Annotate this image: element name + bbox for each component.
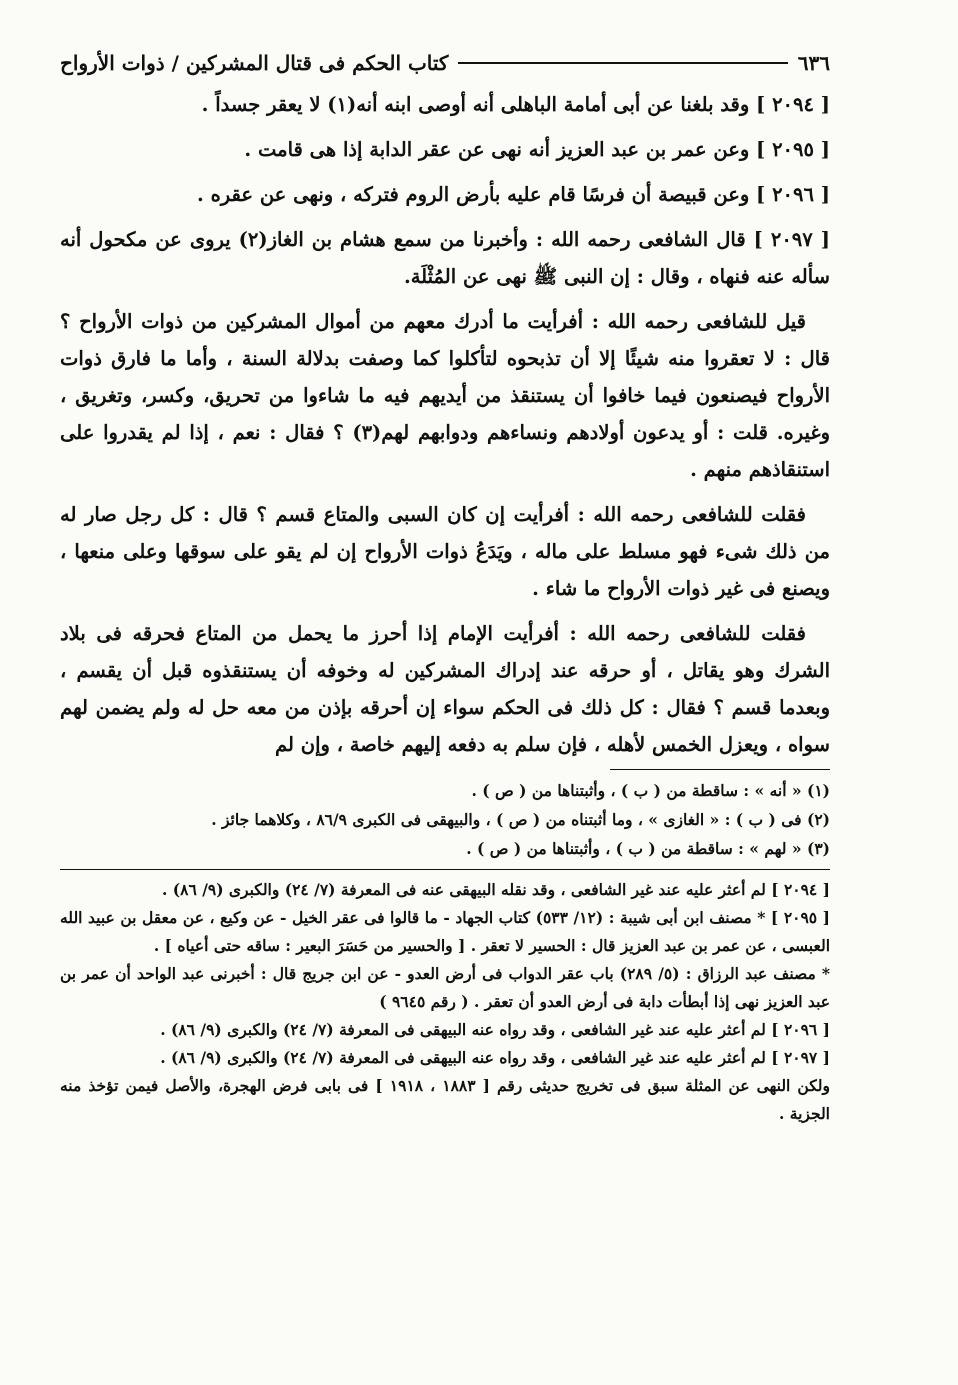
- page-number: ٦٣٦: [797, 51, 830, 75]
- footnote-2: (٢) فى ( ب ) : « الغازى » ، وما أثبتناه من ( ص ) ، والبيهقى فى الكبرى ٨٦/٩ ، وكلاهما جائز .: [211, 810, 830, 829]
- takhrij-note: ولكن النهى عن المثلة سبق فى تخريج حديثى رقم [ ١٨٨٣ ، ١٩١٨ ] فى بابى فرض الهجرة، والأصل فيمن تؤخذ منه الجزية .: [60, 1076, 830, 1123]
- paragraph-2094: [ ٢٠٩٤ ] وقد بلغنا عن أبى أمامة الباهلى أنه أوصى ابنه أنه(١) لا يعقر جسداً .: [201, 93, 830, 116]
- paragraph-2097: [ ٢٠٩٧ ] قال الشافعى رحمه الله : وأخبرنا من سمع هشام بن الغاز(٢) يروى عن مكحول أنه سأله عنه فنهاه ، وقال : إن النبى ﷺ نهى عن المُثْلَة.: [60, 228, 830, 288]
- page-header: [60, 48, 830, 78]
- takhrij-2095: [ ٢٠٩٥ ] * مصنف ابن أبى شيبة : (١٢/ ٥٣٣) كتاب الجهاد - ما قالوا فى عقر الخيل - عن وكيع ، عن معقل بن عبيد الله العبسى ، عن عمر بن عبد العزيز قال : الحسير لا تعقر . [ والحسير من حَسَرَ البعير : ساقه حتى أعياه ] .: [60, 908, 831, 955]
- paragraph-question-2: فقلت للشافعى رحمه الله : أفرأيت إن كان السبى والمتاع قسم ؟ قال : كل رجل صار له من ذلك شىء فهو مسلط على ماله ، ويَدَعُ ذوات الأرواح إن لم يقو على سوقها وعلى منعها ، ويصنع فى غير ذوات الأرواح ما شاء .: [60, 503, 830, 600]
- takhrij-2095-abdulrazzaq: * مصنف عبد الرزاق : (٥/ ٢٨٩) باب عقر الدواب فى أرض العدو - عن ابن جريج قال : أخبرنى عبد الواحد أن عمر بن عبد العزيز نهى إذا أبطأت دابة فى أرض العدو أن تعقر . ( رقم ٩٦٤٥ ): [60, 964, 831, 1011]
- footnote-3: (٣) « لهم » : ساقطة من ( ب ) ، وأثبتناها من ( ص ) .: [466, 839, 830, 858]
- takhrij-separator: [60, 869, 830, 870]
- takhrij-2096: [ ٢٠٩٦ ] لم أعثر عليه عند غير الشافعى ، وقد رواه عنه البيهقى فى المعرفة (٧/ ٢٤) والكبرى (٩/ ٨٦) .: [160, 1020, 830, 1039]
- footnote-separator: [610, 769, 830, 770]
- running-title: كتاب الحكم فى قتال المشركين / ذوات الأرواح: [60, 51, 449, 75]
- footnote-1: (١) « أنه » : ساقطة من ( ب ) ، وأثبتناها من ( ص ) .: [471, 781, 830, 800]
- paragraph-2096: [ ٢٠٩٦ ] وعن قبيصة أن فرسًا قام عليه بأرض الروم فتركه ، ونهى عن عقره .: [197, 183, 830, 206]
- header-rule: [458, 62, 787, 64]
- paragraph-2095: [ ٢٠٩٥ ] وعن عمر بن عبد العزيز أنه نهى عن عقر الدابة إذا هى قامت .: [244, 138, 830, 161]
- takhrij-2094: [ ٢٠٩٤ ] لم أعثر عليه عند غير الشافعى ، وقد نقله البيهقى عنه فى المعرفة (٧/ ٢٤) والكبرى (٩/ ٨٦) .: [162, 880, 830, 899]
- paragraph-question-1: قيل للشافعى رحمه الله : أفرأيت ما أدرك معهم من أموال المشركين من ذوات الأرواح ؟ قال : لا تعقروا منه شيئًا إلا أن تذبحوه لتأكلوا كما وصفت بدلالة السنة ، وأما ما فارق ذوات الأرواح فيصنعون فيما خافوا أن يستنقذ من أيديهم فيه ما شاءوا من تحريق، وكسر، وتغريق ، وغيره. قلت : أو يدعون أولادهم ونساءهم ودوابهم لهم(٣) ؟ فقال : نعم ، إذا لم يقدروا على استنقاذهم منهم .: [60, 310, 830, 481]
- paragraph-question-3: فقلت للشافعى رحمه الله : أفرأيت الإمام إذا أحرز ما يحمل من المتاع فحرقه فى بلاد الشرك وهو يقاتل ، أو حرقه عند إدراك المشركين له وخوفه أن يستنقذوه قبل أن يقسم ، وبعدما قسم ؟ فقال : كل ذلك فى الحكم سواء إن أحرقه بإذن من معه حل له ولم يضمن لهم سواه ، ويعزل الخمس لأهله ، فإن سلم به دفعه إليهم خاصة ، وإن لم: [60, 622, 830, 756]
- book-page: [60, 48, 830, 1128]
- takhrij-2097: [ ٢٠٩٧ ] لم أعثر عليه عند غير الشافعى ، وقد رواه عنه البيهقى فى المعرفة (٧/ ٢٤) والكبرى (٩/ ٨٦) .: [160, 1048, 830, 1067]
